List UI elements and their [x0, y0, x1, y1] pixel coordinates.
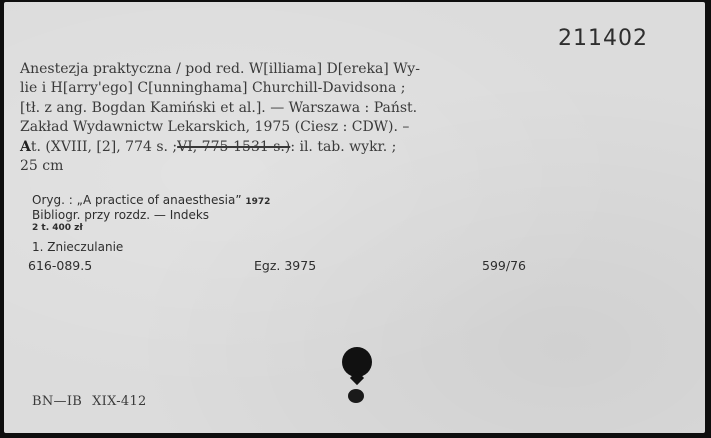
original-title-text: Oryg. : „A practice of anaesthesia” [32, 193, 242, 207]
call-number: 211402 [558, 26, 648, 51]
struck-volume-text: VI, 775-1531 s.) [177, 138, 291, 155]
main-entry [20, 60, 548, 176]
notes [32, 194, 270, 257]
volume-line-end: : il. tab. wykr. ; [290, 138, 397, 155]
subject-heading: 1. Znieczulanie [32, 240, 124, 254]
punch-hole-lower [348, 389, 364, 403]
handwritten-mark: A [20, 138, 31, 155]
size-line-text: 25 cm [20, 158, 64, 175]
main-entry-line-1-text: Anestezja praktyczna / pod red. W[illiama] D[ereka] Wy- [20, 61, 420, 77]
main-entry-line-3 [20, 99, 548, 118]
bibliography-note: Bibliogr. przy rozdz. — Indeks [32, 208, 210, 222]
original-title-year: 1972 [245, 197, 271, 207]
classification-number: 616-089.5 [28, 258, 93, 273]
copy-number: Egz. 3975 [254, 258, 317, 273]
catalog-card [4, 2, 705, 433]
main-entry-line-2 [20, 79, 548, 98]
accession-number: 599/76 [482, 258, 526, 273]
main-entry-line-3-text: [tł. z ang. Bogdan Kamiński et al.]. — Warszawa : Państ. [20, 99, 418, 116]
volume-line-start: t. (XVIII, [2], 774 s. ; [30, 138, 178, 155]
original-title-note [32, 194, 270, 209]
main-entry-line-1 [20, 60, 548, 79]
footer-code-1: BN—IB [32, 394, 83, 409]
main-entry-line-4-text: Zakład Wydawnictw Lekarskich, 1975 (Ciesz : CDW). – [20, 119, 410, 136]
size-line [20, 157, 548, 176]
footer-code [32, 394, 147, 409]
price-note: 2 t. 400 zł [32, 223, 83, 233]
physical-description-line [20, 138, 548, 157]
footer-code-2: XIX-412 [92, 394, 147, 409]
main-entry-line-4 [20, 118, 548, 137]
main-entry-line-2-text: lie i H[arry'ego] C[unninghama] Churchill-Davidsona ; [20, 80, 406, 97]
